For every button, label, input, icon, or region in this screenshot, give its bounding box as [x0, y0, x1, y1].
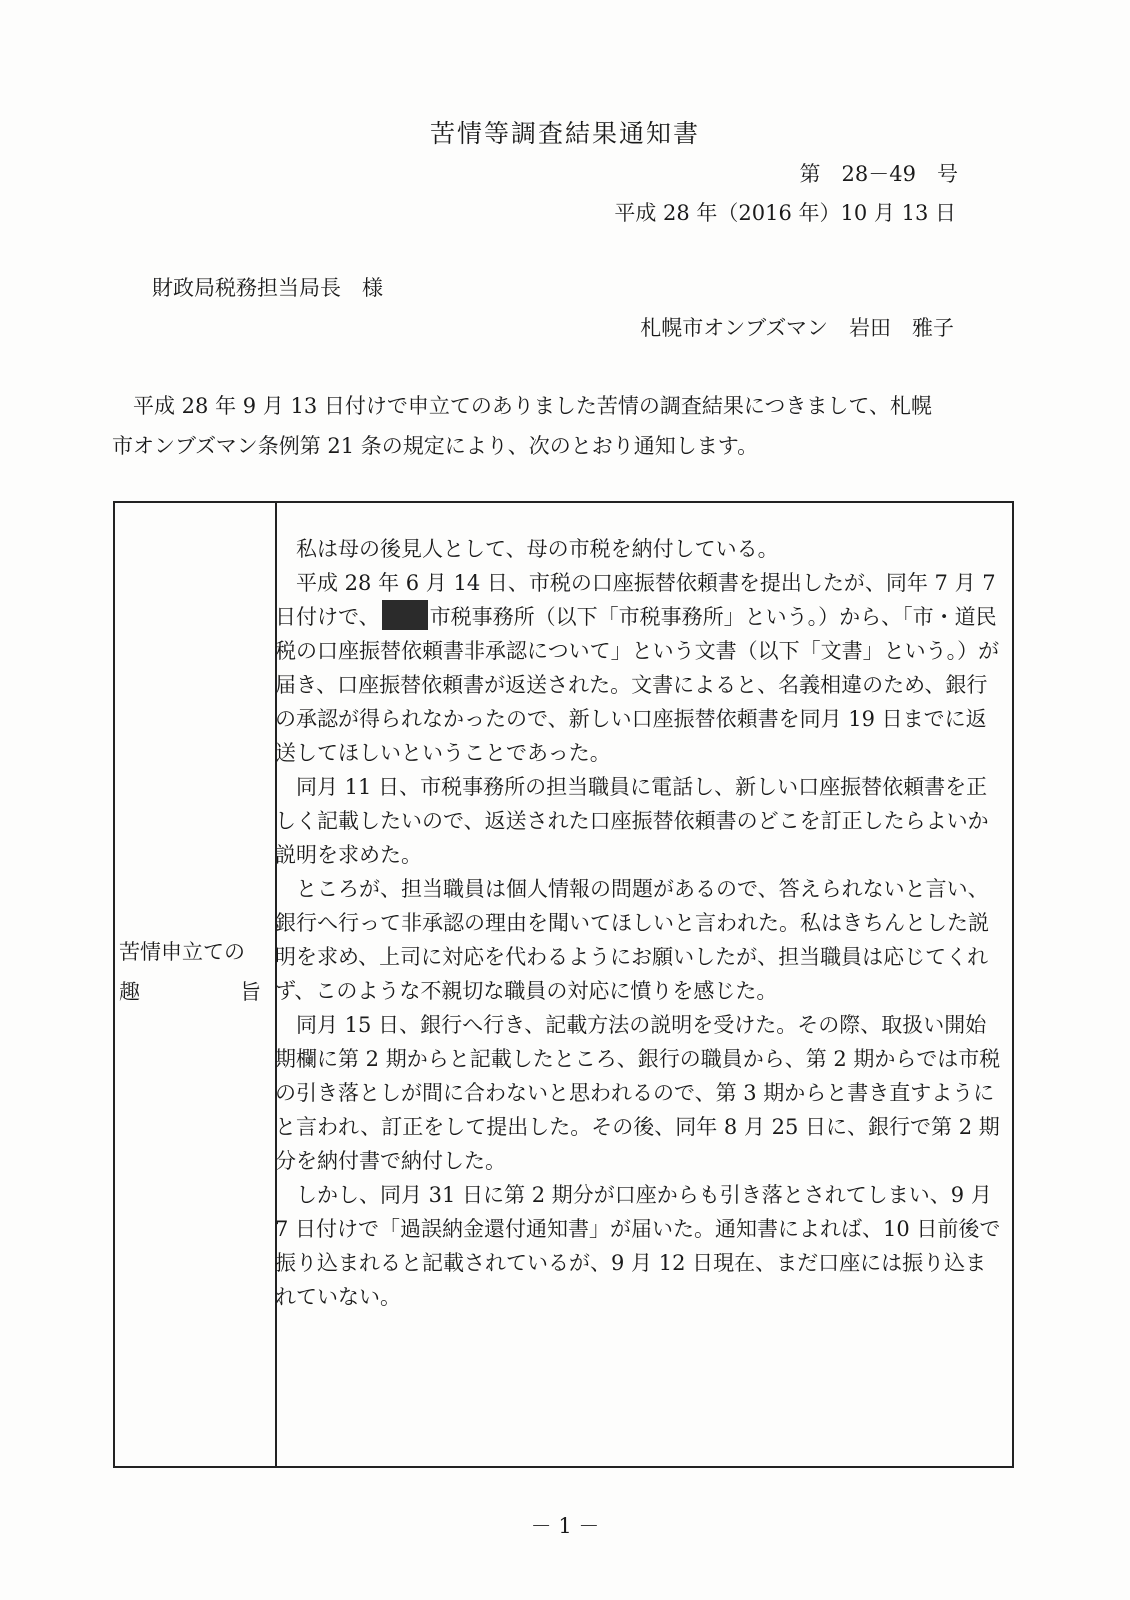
document-number: 第 28－49 号 — [799, 162, 958, 186]
content-paragraph-2-after: 市税事務所（以下「市税事務所」という。）から、「市・道民税の口座振替依頼書非承認について」という文書（以下「文書」という。）が届き、口座振替依頼書が返送された。文書によると、名義相違のため、銀行の承認が得られなかったので、新しい口座振替依頼書を同月 19 日までに返送してほしいということであった。 — [275, 605, 1000, 765]
label-char-2: 旨 — [240, 980, 261, 1004]
redacted-block — [382, 600, 428, 630]
content-paragraph-3: 同月 11 日、市税事務所の担当職員に電話し、新しい口座振替依頼書を正しく記載したいので、返送された口座振替依頼書のどこを訂正したらよいか説明を求めた。 — [275, 775, 989, 867]
content-paragraph-1: 私は母の後見人として、母の市税を納付している。 — [296, 537, 779, 561]
intro-line-1: 平成 28 年 9 月 13 日付けで申立てのありました苦情の調査結果につきまして、札幌 — [133, 394, 933, 418]
table-content — [275, 532, 1003, 1314]
label-line-1: 苦情申立ての — [119, 940, 245, 964]
document-title: 苦情等調査結果通知書 — [429, 119, 700, 148]
content-paragraph-2-before: 平成 28 年 6 月 14 日、市税の口座振替依頼書を提出したが、同年 7 月 7 日付けで、 — [275, 571, 996, 629]
sender: 札幌市オンブズマン 岩田 雅子 — [640, 316, 954, 340]
content-paragraph-6: しかし、同月 31 日に第 2 期分が口座からも引き落とされてしまい、9 月 7 日付けで「過誤納金還付通知書」が届いた。通知書によれば、10 日前後で振り込まれると記載されているが、9 月 12 日現在、まだ口座には振り込まれていない。 — [275, 1183, 1001, 1309]
content-paragraph-4: ところが、担当職員は個人情報の問題があるので、答えられないと言い、銀行へ行って非承認の理由を聞いてほしいと言われた。私はきちんとした説明を求め、上司に対応を代わるようにお願いしたが、担当職員は応じてくれず、このような不親切な職員の対応に憤りを感じた。 — [275, 877, 989, 1003]
recipient: 財政局税務担当局長 様 — [152, 276, 383, 300]
page-number: － 1 － — [530, 1514, 600, 1538]
label-char-1: 趣 — [119, 980, 140, 1004]
content-paragraph-2 — [275, 566, 1003, 770]
document-date: 平成 28 年（2016 年）10 月 13 日 — [614, 201, 956, 225]
intro-line-2: 市オンブズマン条例第 21 条の規定により、次のとおり通知します。 — [112, 434, 759, 458]
intro-paragraph — [112, 386, 1017, 466]
content-paragraph-5: 同月 15 日、銀行へ行き、記載方法の説明を受けた。その際、取扱い開始期欄に第 2 期からと記載したところ、銀行の職員から、第 2 期からでは市税の引き落としが間に合わないと思われるので、第 3 期からと書き直すようにと言われ、訂正をして提出した。その後、同年 8 月 25 日に、銀行で第 2 期分を納付書で納付した。 — [275, 1013, 1001, 1173]
label-line-2 — [113, 972, 273, 1012]
table-row-label — [113, 932, 273, 1012]
